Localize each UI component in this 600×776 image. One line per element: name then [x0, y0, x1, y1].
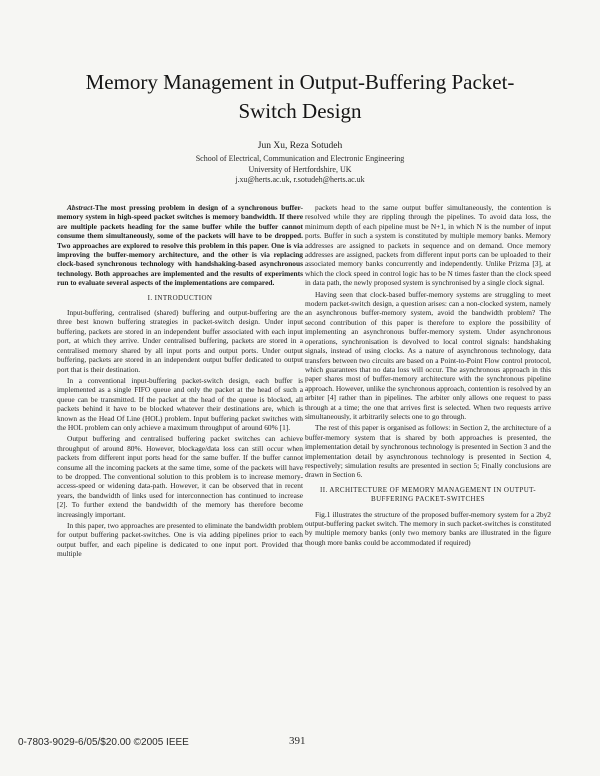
abstract-text: -The most pressing problem in design of a synchronous buffer-memory system in high-speed packet switches is memory bandwidth. If there are multiple packets heading for the same buffer while the buffer cannot consume them simultaneously, some of the packets will have to be dropped. Two approaches are explored to resolve this problem in this paper. One is via improving the buffer-memory architecture, and the other is via replacing clock-based synchronous technology with handshaking-based asynchronous technology. Both approaches are implemented and the results of experiments run to evaluate several aspects of the implementations are compared.	[57, 203, 303, 288]
paragraph: Having seen that clock-based buffer-memory systems are struggling to meet modern packet-switch design, a question arises: can a non-clocked system, namely an asynchronous buffer-memory system, avoid the bandwidth problem? The second contribution of this paper is therefore to explore the possibility of implementing an asynchronous buffer-memory system. Under asynchronous operations, synchronisation is devolved to local control signals: handshaking signals, instead of using clocks. As a nature of asynchronous technology, data transfers between two circuits are based on a Point-to-Point Flow control protocol, which guarantees that no data loss will occur. The asynchronous approach in this paper shares most of buffer-memory architecture with the synchronous pipeline approach. However, unlike the synchronous approach, contention is resolved by an arbiter [4] rather than in pipelines. The arbiter only allows one request to pass through at a time; the one that arrives first is selected. When two requests arrive simultaneously, it arbitrarily selects one to go through.	[305, 289, 551, 421]
section-heading-introduction: I. INTRODUCTION	[147, 293, 213, 302]
paper-authors: Jun Xu, Reza Sotudeh	[257, 141, 343, 151]
left-column	[57, 203, 303, 561]
paragraph: In this paper, two approaches are presented to eliminate the bandwidth problem for output buffering packet-switches. One is via adding pipelines prior to each output buffer, and each pipeline is dedicated to one input port. Provided that multiple	[57, 521, 303, 559]
paper-title: Memory Management in Output-Buffering Packet-Switch Design	[85, 70, 515, 123]
paragraph: Output buffering and centralised buffering packet switches can achieve throughput of around 80%. However, blockage/data loss can still occur when packets from different input ports head for the same buffer. If the buffer cannot consume all the incoming packets at the same time, some of the packets will have to be dropped. The conventional solution to this problem is to increase memory-access-speed or widening data-path. However, it can be observed that in recent years, the bandwidth of links used for interconnection has continued to increase [2]. To further extend the bandwidth of the memory has therefore become increasingly important.	[57, 434, 303, 519]
affiliation-school: School of Electrical, Communication and Electronic Engineering	[195, 154, 405, 163]
paragraph: packets head to the same output buffer simultaneously, the contention is resolved while they are rippling through the pipelines. To avoid data loss, the minimum depth of each pipeline must be N+1, in which N is the number of input ports. Buffer in such a system is constituted by multiple memory banks. Memory addresses are assigned to packets in sequence and on demand. Once memory addresses are assigned, packets from different input ports can be uploaded to their associated memory banks concurrently and independently. Unlike Prizma [3], at which the clock speed in control logic has to be N times faster than the clock speed in data path, the newly proposed system is synchronised by a single clock signal.	[305, 203, 551, 288]
page-number: 391	[289, 735, 306, 747]
paragraph: Input-buffering, centralised (shared) buffering and output-buffering are the three best known buffering strategies in packet-switch design. Under input buffering, packets are stored in an independent buffer associated with each input port, at which they arrive. Under centralised buffering, packets are stored in a centralised memory shared by all input ports and output ports. Under output buffering, packets are stored in an independent output buffer dedicated to output port that is their destination.	[57, 308, 303, 374]
isbn-copyright: 0-7803-9029-6/05/$20.00 ©2005 IEEE	[18, 737, 189, 748]
affiliation-university: University of Hertfordshire, UK	[248, 164, 352, 174]
abstract	[57, 203, 303, 288]
right-column	[305, 203, 551, 549]
paragraph: In a conventional input-buffering packet-switch design, each buffer is implemented as a single FIFO queue and only the packet at the head of such a queue can be transmitted. If the packet at the head of the queue is blocked, all packets behind it have to be blocked whatever their destinations are, which is known as the Head Of Line (HOL) problem. Input buffering packet switches with the HOL problem can only achieve a maximum throughput of around 60% [1].	[57, 375, 303, 432]
section-heading-architecture: II. ARCHITECTURE OF MEMORY MANAGEMENT IN OUTPUT-BUFFERING PACKET-SWITCHES	[320, 485, 536, 504]
affiliation-emails: j.xu@herts.ac.uk, r.sotudeh@herts.ac.uk	[235, 175, 365, 184]
abstract-label: Abstract	[67, 203, 93, 212]
paragraph: The rest of this paper is organised as follows: in Section 2, the architecture of a buffer-memory system that is shared by both approaches is presented, the implementation detail by synchronous technology is presented in Section 3 and the implementation detail by asynchronous technology is presented in Section 4, respectively; simulation results are presented in section 5; Finally conclusions are drawn in Section 6.	[305, 423, 551, 480]
affiliation-block	[0, 154, 600, 186]
paragraph: Fig.1 illustrates the structure of the proposed buffer-memory system for a 2by2 output-buffering packet switch. The memory in such packet-switches is constituted by multiple memory banks (only two memory banks are illustrated in the figure though more banks could be accommodated if required)	[305, 509, 551, 547]
